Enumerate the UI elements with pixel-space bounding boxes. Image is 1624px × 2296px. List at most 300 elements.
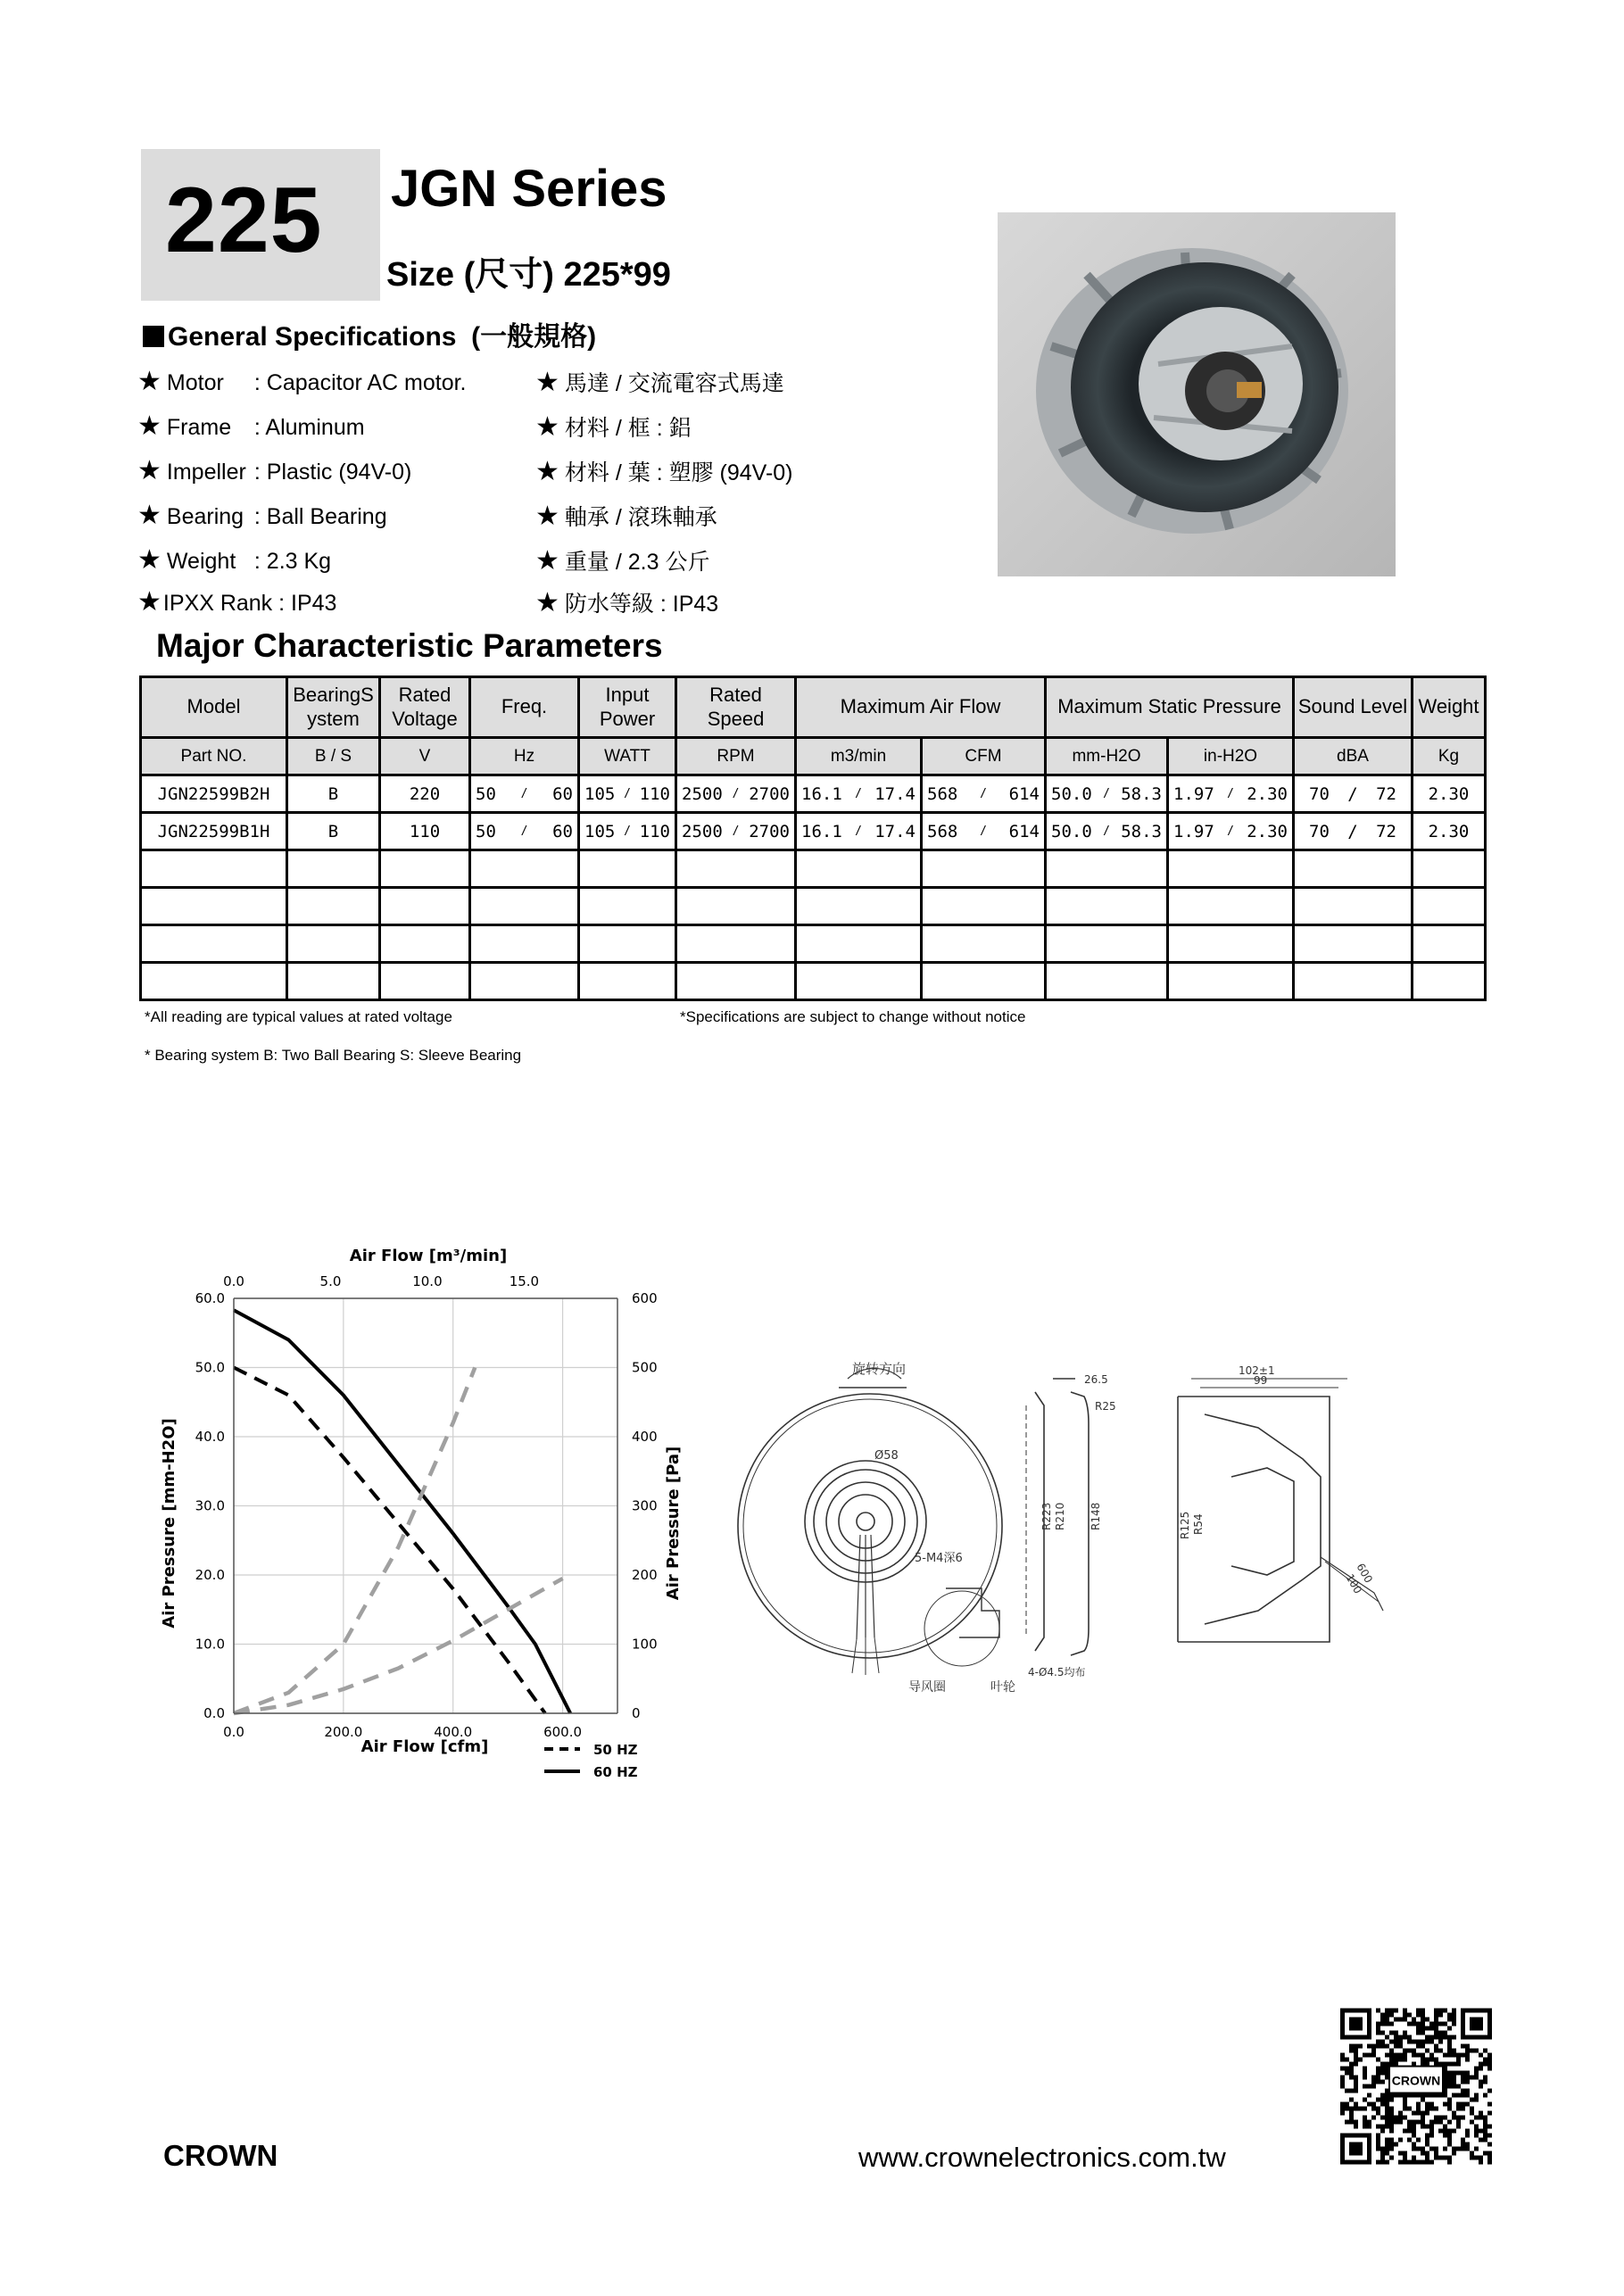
- qr-module: [1398, 2058, 1403, 2062]
- qr-module: [1443, 2134, 1447, 2138]
- qr-module: [1403, 2151, 1407, 2156]
- unit-cell: RPM: [676, 738, 796, 775]
- depth-label: 102±1: [1239, 1364, 1275, 1377]
- qr-module: [1452, 2049, 1456, 2053]
- qr-module: [1385, 2120, 1389, 2125]
- qr-module: [1394, 2035, 1398, 2040]
- qr-module: [1487, 2067, 1492, 2071]
- product-photo: [998, 212, 1396, 576]
- qr-module: [1367, 2044, 1371, 2049]
- qr-module: [1380, 2129, 1385, 2134]
- qr-module: [1380, 2102, 1385, 2107]
- qr-module: [1425, 2107, 1429, 2111]
- qr-module: [1412, 2040, 1416, 2044]
- qr-module: [1443, 2031, 1447, 2035]
- qr-module: [1371, 2102, 1376, 2107]
- rpm-60: 2700: [749, 821, 790, 841]
- qr-module: [1340, 2102, 1345, 2107]
- qr-module: [1438, 2116, 1443, 2120]
- qr-module: [1421, 2160, 1425, 2165]
- qr-module: [1376, 2022, 1380, 2027]
- x-tick-label: 400.0: [434, 1724, 473, 1740]
- top-tick-label: 5.0: [319, 1273, 342, 1289]
- qr-module: [1483, 2120, 1487, 2125]
- separator: /: [624, 787, 631, 800]
- qr-module: [1376, 2134, 1380, 2138]
- qr-module: [1376, 2111, 1380, 2116]
- qr-module: [1403, 2156, 1407, 2160]
- qr-module: [1412, 2160, 1416, 2165]
- star-icon: ★: [535, 588, 559, 618]
- qr-module: [1389, 2107, 1394, 2111]
- qr-module: [1425, 2151, 1429, 2156]
- r210-label: R210: [1054, 1502, 1066, 1530]
- qr-module: [1447, 2143, 1452, 2147]
- qr-module: [1434, 2107, 1438, 2111]
- qr-module: [1407, 2040, 1412, 2044]
- qr-module: [1474, 2071, 1479, 2076]
- voltage: 110: [380, 813, 470, 850]
- qr-module: [1416, 2160, 1421, 2165]
- y2-tick-label: 300: [632, 1497, 658, 1514]
- star-icon: ★: [137, 545, 162, 575]
- spec-cn: 材料 / 框 : 鋁: [564, 416, 692, 441]
- unit-row: [141, 738, 1486, 775]
- qr-module: [1345, 2089, 1349, 2093]
- qr-module: [1349, 2067, 1354, 2071]
- mmh2o-60: 58.3: [1121, 783, 1162, 804]
- qr-module: [1385, 2116, 1389, 2120]
- qr-module: [1380, 2044, 1385, 2049]
- qr-module: [1403, 2102, 1407, 2107]
- qr-module: [1403, 2116, 1407, 2120]
- qr-module: [1447, 2160, 1452, 2165]
- star-icon: ★: [137, 587, 162, 617]
- freq-50: 50: [476, 821, 496, 841]
- qr-module: [1376, 2040, 1380, 2044]
- qr-module: [1474, 2134, 1479, 2138]
- x-tick-label: 200.0: [324, 1724, 363, 1740]
- m3-50: 16.1: [801, 821, 842, 841]
- unit-cell: CFM: [922, 738, 1046, 775]
- qr-module: [1487, 2160, 1492, 2165]
- qr-module: [1376, 2067, 1380, 2071]
- general-specs-title-cn: (一般規格): [471, 322, 597, 352]
- lead2-label: 100: [1343, 1571, 1364, 1596]
- qr-module: [1385, 2107, 1389, 2111]
- qr-module: [1340, 2107, 1345, 2111]
- qr-module: [1438, 2049, 1443, 2053]
- watt-50: 105: [584, 821, 616, 841]
- y-tick-label: 50.0: [195, 1359, 225, 1376]
- inh2o-50: 1.97: [1173, 821, 1214, 841]
- qr-module: [1398, 2044, 1403, 2049]
- inh2o-50: 1.97: [1173, 783, 1214, 804]
- qr-module: [1421, 2044, 1425, 2049]
- qr-module: [1447, 2129, 1452, 2134]
- qr-module: [1354, 2076, 1358, 2080]
- qr-module: [1412, 2022, 1416, 2027]
- qr-module: [1389, 2138, 1394, 2143]
- general-specs-title: General Specifications: [168, 322, 457, 352]
- spec-frame-cn: [535, 410, 692, 443]
- qr-module: [1483, 2151, 1487, 2156]
- qr-module: [1425, 2027, 1429, 2031]
- spec-weight: [137, 544, 331, 576]
- qr-module: [1434, 2035, 1438, 2040]
- inlet-label: 导风圈: [908, 1680, 946, 1695]
- qr-module: [1385, 2009, 1389, 2013]
- qr-module: [1376, 2080, 1380, 2085]
- spec-value: : Ball Bearing: [253, 504, 387, 529]
- qr-module: [1416, 2013, 1421, 2018]
- qr-module: [1349, 2116, 1354, 2120]
- spec-frame: [137, 410, 365, 442]
- qr-module: [1447, 2062, 1452, 2067]
- star-icon: ★: [535, 457, 559, 486]
- qr-module: [1389, 2143, 1394, 2147]
- qr-module: [1380, 2160, 1385, 2165]
- qr-module: [1447, 2085, 1452, 2089]
- spec-weight-cn: [535, 544, 709, 576]
- qr-finder: [1349, 2018, 1363, 2031]
- qr-module: [1425, 2160, 1429, 2165]
- spec-value: : 2.3 Kg: [253, 549, 332, 574]
- qr-module: [1456, 2120, 1461, 2125]
- inh2o-60: 2.30: [1247, 821, 1288, 841]
- qr-module: [1412, 2156, 1416, 2160]
- qr-module: [1434, 2031, 1438, 2035]
- major-params-heading: Major Characteristic Parameters: [156, 627, 663, 664]
- system-curve-3: [234, 1579, 563, 1713]
- qr-module: [1447, 2156, 1452, 2160]
- qr-module: [1483, 2125, 1487, 2129]
- y2-tick-label: 100: [632, 1636, 658, 1653]
- m3-50: 16.1: [801, 783, 842, 804]
- qr-module: [1389, 2022, 1394, 2027]
- qr-module: [1483, 2138, 1487, 2143]
- top-tick-label: 10.0: [412, 1273, 443, 1289]
- qr-module: [1403, 2053, 1407, 2058]
- qr-module: [1429, 2035, 1434, 2040]
- unit-cell: Hz: [470, 738, 579, 775]
- qr-module: [1429, 2022, 1434, 2027]
- qr-module: [1447, 2040, 1452, 2044]
- qr-module: [1385, 2018, 1389, 2022]
- qr-module: [1479, 2129, 1483, 2134]
- spec-value: : Capacitor AC motor.: [253, 370, 467, 395]
- col-model: Model: [141, 677, 287, 738]
- size-number: 225: [165, 169, 323, 272]
- qr-module: [1340, 2076, 1345, 2080]
- unit-cell: mm-H2O: [1046, 738, 1168, 775]
- qr-module: [1371, 2107, 1376, 2111]
- qr-module: [1421, 2151, 1425, 2156]
- spec-cn: 防水等級 : IP43: [564, 592, 719, 617]
- qr-module: [1363, 2053, 1367, 2058]
- qr-module: [1412, 2049, 1416, 2053]
- qr-module: [1487, 2062, 1492, 2067]
- footer-brand: CROWN: [163, 2139, 278, 2172]
- qr-module: [1398, 2160, 1403, 2165]
- qr-module: [1461, 2093, 1465, 2098]
- qr-module: [1376, 2143, 1380, 2147]
- qr-module: [1385, 2111, 1389, 2116]
- separator: /: [1347, 821, 1358, 841]
- qr-module: [1380, 2062, 1385, 2067]
- qr-module: [1421, 2040, 1425, 2044]
- unit-cell: WATT: [579, 738, 676, 775]
- qr-module: [1452, 2035, 1456, 2040]
- qr-module: [1461, 2076, 1465, 2080]
- qr-module: [1443, 2156, 1447, 2160]
- qr-module: [1429, 2058, 1434, 2062]
- qr-module: [1479, 2156, 1483, 2160]
- qr-module: [1340, 2053, 1345, 2058]
- y2-tick-label: 0: [632, 1705, 641, 1721]
- qr-module: [1416, 2147, 1421, 2151]
- star-icon: ★: [137, 367, 162, 396]
- table-row: [141, 813, 1486, 850]
- qr-module: [1385, 2044, 1389, 2049]
- qr-module: [1349, 2089, 1354, 2093]
- qr-module: [1438, 2040, 1443, 2044]
- spec-motor: [137, 366, 467, 397]
- qr-module: [1398, 2053, 1403, 2058]
- qr-finder: [1470, 2018, 1483, 2031]
- freq-60: 60: [552, 821, 573, 841]
- qr-module: [1421, 2116, 1425, 2120]
- qr-module: [1452, 2018, 1456, 2022]
- qr-module: [1345, 2071, 1349, 2076]
- spec-impeller-cn: [535, 455, 793, 487]
- qr-module: [1456, 2058, 1461, 2062]
- qr-module: [1461, 2143, 1465, 2147]
- star-icon: ★: [137, 501, 162, 530]
- r223-label: R223: [1040, 1502, 1053, 1530]
- qr-module: [1425, 2156, 1429, 2160]
- qr-module: [1483, 2076, 1487, 2080]
- cfm: [922, 775, 1046, 813]
- system-curve-2: [234, 1368, 475, 1714]
- qr-module: [1487, 2125, 1492, 2129]
- qr-module: [1447, 2107, 1452, 2111]
- qr-module: [1412, 2143, 1416, 2147]
- qr-module: [1461, 2107, 1465, 2111]
- separator: /: [1347, 783, 1358, 804]
- qr-module: [1389, 2058, 1394, 2062]
- qr-module: [1380, 2013, 1385, 2018]
- qr-module: [1349, 2120, 1354, 2125]
- size-line: Size (尺寸) 225*99: [386, 256, 671, 294]
- star-icon: ★: [535, 368, 559, 397]
- separator: /: [732, 825, 740, 838]
- qr-module: [1429, 2040, 1434, 2044]
- qr-module: [1403, 2129, 1407, 2134]
- qr-module: [1376, 2076, 1380, 2080]
- qr-module: [1447, 2035, 1452, 2040]
- qr-module: [1429, 2053, 1434, 2058]
- qr-module: [1456, 2062, 1461, 2067]
- qr-module: [1429, 2107, 1434, 2111]
- qr-module: [1483, 2134, 1487, 2138]
- qr-module: [1371, 2085, 1376, 2089]
- star-icon: ★: [535, 546, 559, 576]
- qr-module: [1394, 2116, 1398, 2120]
- screw-label: 5-M4深6: [915, 1552, 963, 1565]
- qr-module: [1403, 2107, 1407, 2111]
- separator: /: [980, 825, 987, 838]
- star-icon: ★: [535, 501, 559, 531]
- qr-module: [1367, 2102, 1371, 2107]
- qr-module: [1354, 2080, 1358, 2085]
- y-tick-label: 0.0: [203, 1705, 225, 1721]
- qr-module: [1479, 2116, 1483, 2120]
- dba-60: 72: [1376, 821, 1396, 841]
- rotation-label: 旋转方向: [852, 1361, 907, 1377]
- cfm-60: 614: [1008, 783, 1040, 804]
- d58-label: Ø58: [874, 1449, 899, 1463]
- qr-module: [1380, 2147, 1385, 2151]
- r125-label: R125: [1179, 1511, 1191, 1539]
- qr-module: [1380, 2018, 1385, 2022]
- qr-module: [1403, 2098, 1407, 2102]
- qr-module: [1479, 2053, 1483, 2058]
- bearing-system: B: [287, 813, 380, 850]
- qr-module: [1425, 2143, 1429, 2147]
- qr-module: [1461, 2044, 1465, 2049]
- qr-module: [1389, 2125, 1394, 2129]
- specs-table: [139, 676, 1487, 1001]
- qr-module: [1376, 2044, 1380, 2049]
- qr-module: [1363, 2098, 1367, 2102]
- qr-module: [1376, 2027, 1380, 2031]
- chart-ticks: [195, 1273, 658, 1740]
- qr-module: [1429, 2134, 1434, 2138]
- qr-module: [1380, 2040, 1385, 2044]
- qr-module: [1429, 2125, 1434, 2129]
- qr-module: [1407, 2160, 1412, 2165]
- qr-module: [1465, 2053, 1470, 2058]
- qr-module: [1474, 2098, 1479, 2102]
- qr-module: [1367, 2125, 1371, 2129]
- qr-module: [1429, 2120, 1434, 2125]
- qr-module: [1421, 2009, 1425, 2013]
- qr-module: [1398, 2138, 1403, 2143]
- qr-module: [1434, 2120, 1438, 2125]
- unit-cell: Part NO.: [141, 738, 287, 775]
- qr-module: [1354, 2125, 1358, 2129]
- qr-module: [1349, 2044, 1354, 2049]
- qr-module: [1403, 2160, 1407, 2165]
- qr-module: [1438, 2031, 1443, 2035]
- series-50hz: [234, 1368, 545, 1714]
- x-tick-label: 600.0: [543, 1724, 583, 1740]
- qr-module: [1470, 2151, 1474, 2156]
- qr-module: [1407, 2138, 1412, 2143]
- top-tick-label: 15.0: [509, 1273, 540, 1289]
- rpm-50: 2500: [682, 821, 723, 841]
- col-rated-speed: Rated Speed: [676, 677, 796, 738]
- qr-module: [1421, 2053, 1425, 2058]
- qr-module: [1434, 2156, 1438, 2160]
- qr-module: [1389, 2111, 1394, 2116]
- qr-module: [1434, 2151, 1438, 2156]
- qr-module: [1443, 2102, 1447, 2107]
- qr-module: [1421, 2027, 1425, 2031]
- qr-module: [1487, 2151, 1492, 2156]
- qr-module: [1487, 2058, 1492, 2062]
- qr-module: [1479, 2080, 1483, 2085]
- qr-module: [1483, 2080, 1487, 2085]
- freq-60: 60: [552, 783, 573, 804]
- qr-module: [1389, 2040, 1394, 2044]
- qr-module: [1398, 2018, 1403, 2022]
- separator: /: [732, 787, 740, 800]
- qr-module: [1425, 2134, 1429, 2138]
- qr-module: [1461, 2071, 1465, 2076]
- y2-tick-label: 200: [632, 1567, 658, 1583]
- qr-code: [1340, 2008, 1492, 2165]
- rpm: [676, 775, 796, 813]
- kg: 2.30: [1413, 775, 1486, 813]
- qr-module: [1429, 2027, 1434, 2031]
- lead1-label: 600: [1354, 1561, 1375, 1586]
- chart-grid: [234, 1298, 617, 1713]
- qr-module: [1438, 2120, 1443, 2125]
- chart-legend: [544, 1742, 638, 1780]
- mmh2o-60: 58.3: [1121, 821, 1162, 841]
- qr-module: [1389, 2009, 1394, 2013]
- qr-module: [1483, 2093, 1487, 2098]
- qr-module: [1385, 2160, 1389, 2165]
- r54-label: R54: [1192, 1513, 1205, 1535]
- qr-module: [1487, 2111, 1492, 2116]
- qr-module: [1380, 2080, 1385, 2085]
- qr-module: [1421, 2058, 1425, 2062]
- qr-module: [1385, 2035, 1389, 2040]
- qr-module: [1394, 2040, 1398, 2044]
- separator: /: [855, 825, 862, 838]
- qr-module: [1434, 2044, 1438, 2049]
- qr-module: [1394, 2018, 1398, 2022]
- qr-module: [1452, 2062, 1456, 2067]
- col-max-airflow: Maximum Air Flow: [796, 677, 1046, 738]
- qr-module: [1380, 2125, 1385, 2129]
- rpm-60: 2700: [749, 783, 790, 804]
- qr-module: [1465, 2080, 1470, 2085]
- qr-module: [1385, 2098, 1389, 2102]
- qr-module: [1407, 2120, 1412, 2125]
- qr-module: [1385, 2147, 1389, 2151]
- qr-module: [1354, 2062, 1358, 2067]
- qr-module: [1479, 2138, 1483, 2143]
- spec-cn: 軸承 / 滾珠軸承: [564, 505, 717, 530]
- legend-60hz: 60 HZ: [593, 1764, 638, 1780]
- qr-module: [1358, 2107, 1363, 2111]
- dba-50: 70: [1309, 783, 1330, 804]
- qr-module: [1376, 2160, 1380, 2165]
- qr-module: [1398, 2151, 1403, 2156]
- qr-module: [1443, 2125, 1447, 2129]
- qr-module: [1443, 2116, 1447, 2120]
- qr-module: [1407, 2013, 1412, 2018]
- qr-module: [1376, 2138, 1380, 2143]
- qr-module: [1421, 2022, 1425, 2027]
- qr-module: [1407, 2022, 1412, 2027]
- qr-module: [1443, 2022, 1447, 2027]
- qr-module: [1354, 2085, 1358, 2089]
